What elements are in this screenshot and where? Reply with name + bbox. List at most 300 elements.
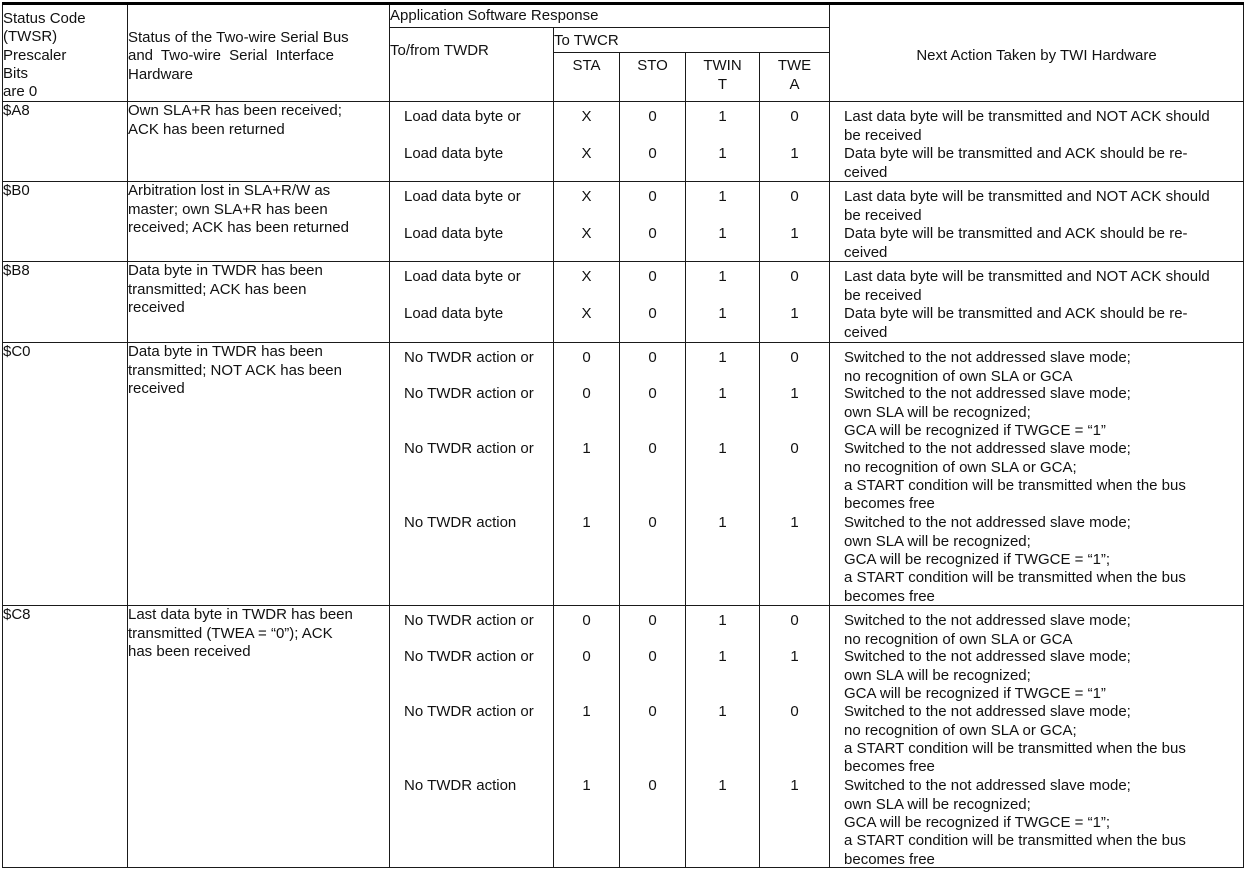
twdr-action-cell (390, 606, 554, 868)
sto-value-stack (620, 606, 685, 867)
next-action (830, 145, 1243, 182)
next-action-line: Last data byte will be transmitted and NOT ACK should (844, 188, 1210, 206)
twea-value-stack (760, 606, 829, 867)
sta-value-cell (554, 343, 620, 606)
twea-value-cell (760, 262, 830, 343)
sta-value-text: 0 (582, 349, 591, 367)
status-description-cell (128, 182, 390, 262)
twea-value-stack (760, 102, 829, 181)
twint-value (686, 514, 759, 532)
header-status-code: Status Code (TWSR) Prescaler Bits are 0 (3, 4, 128, 102)
next-action (830, 612, 1243, 649)
sta-value-cell (554, 606, 620, 868)
twdr-action (390, 703, 553, 721)
next-action-line: ceived (844, 323, 888, 341)
sta-value (554, 703, 619, 721)
twi-status-table (2, 2, 1244, 868)
twdr-action-cell (390, 343, 554, 606)
next-action-line: be received (844, 206, 922, 224)
sto-value-text: 0 (648, 648, 657, 666)
twdr-action (390, 514, 553, 532)
twdr-action (390, 305, 553, 323)
twint-value-stack (686, 182, 759, 261)
sta-value (554, 305, 619, 323)
sta-value (554, 612, 619, 630)
sto-value-text: 0 (648, 440, 657, 458)
sta-value-text: X (581, 145, 592, 163)
twdr-action (390, 225, 553, 243)
sta-value-cell (554, 262, 620, 343)
twdr-action-stack (390, 606, 553, 867)
sto-value-text: 0 (648, 703, 657, 721)
sto-value (620, 777, 685, 795)
sto-value-text: 0 (648, 777, 657, 795)
sta-value-text: X (581, 305, 592, 323)
header-twint: TWIN T (686, 53, 760, 102)
status-description-line: transmitted; NOT ACK has been (128, 361, 342, 379)
sta-value (554, 225, 619, 243)
twea-value (760, 703, 829, 721)
sto-value-cell (620, 606, 686, 868)
table-row (3, 102, 1244, 182)
sto-value (620, 188, 685, 206)
sto-value-text: 0 (648, 188, 657, 206)
twea-value-text: 0 (790, 612, 799, 630)
next-action-line: Switched to the not addressed slave mode; (844, 514, 1131, 532)
next-action-line: becomes free (844, 495, 935, 513)
twdr-action-text: No TWDR action or (404, 385, 534, 403)
status-description-line: transmitted; ACK has been (128, 280, 307, 298)
twint-value-stack (686, 102, 759, 181)
next-action-line: becomes free (844, 850, 935, 868)
next-action-line: no recognition of own SLA or GCA (844, 630, 1073, 648)
sta-value-stack (554, 182, 619, 261)
twint-value (686, 703, 759, 721)
twdr-action-text: No TWDR action or (404, 349, 534, 367)
next-action (830, 108, 1243, 145)
twea-value (760, 777, 829, 795)
twea-value-cell (760, 343, 830, 606)
twea-value-stack (760, 262, 829, 342)
sta-value-stack (554, 343, 619, 605)
twdr-action-text: Load data byte or (404, 268, 521, 286)
twint-value (686, 225, 759, 243)
header-to-from-twdr: To/from TWDR (390, 28, 554, 102)
next-action (830, 648, 1243, 703)
twint-value (686, 305, 759, 323)
twint-value-text: 1 (718, 305, 727, 323)
sto-value-cell (620, 343, 686, 606)
next-action-line: own SLA will be recognized; (844, 666, 1031, 684)
next-action (830, 349, 1243, 386)
twint-value-text: 1 (718, 612, 727, 630)
next-action (830, 703, 1243, 776)
twint-value-text: 1 (718, 777, 727, 795)
twea-value (760, 108, 829, 126)
next-action-cell (830, 343, 1244, 606)
twdr-action-cell (390, 182, 554, 262)
next-action-line: be received (844, 286, 922, 304)
next-action-line: ceived (844, 243, 888, 261)
twea-value-text: 1 (790, 514, 799, 532)
twea-value-stack (760, 182, 829, 261)
sta-value-text: 1 (582, 440, 591, 458)
twdr-action-text: No TWDR action or (404, 440, 534, 458)
next-action-cell (830, 182, 1244, 262)
next-action (830, 225, 1243, 262)
status-description-cell (128, 343, 390, 606)
twdr-action (390, 268, 553, 286)
twint-value (686, 648, 759, 666)
next-action-line: Switched to the not addressed slave mode; (844, 777, 1131, 795)
header-sta: STA (554, 53, 620, 102)
status-code-cell (3, 343, 128, 606)
status-code-cell (3, 102, 128, 182)
next-action (830, 268, 1243, 305)
twint-value-text: 1 (718, 703, 727, 721)
twdr-action-cell (390, 262, 554, 343)
twdr-action (390, 648, 553, 666)
next-action-line: a START condition will be transmitted when the bus (844, 740, 1186, 758)
twint-value-stack (686, 606, 759, 867)
twint-value-text: 1 (718, 440, 727, 458)
next-action (830, 385, 1243, 440)
twint-value-text: 1 (718, 188, 727, 206)
next-action-line: Switched to the not addressed slave mode; (844, 349, 1131, 367)
table-row (3, 262, 1244, 343)
sto-value-stack (620, 262, 685, 342)
sta-value (554, 268, 619, 286)
twint-value (686, 385, 759, 403)
status-description-line: received (128, 299, 185, 317)
twint-value (686, 777, 759, 795)
sta-value (554, 145, 619, 163)
twea-value-cell (760, 606, 830, 868)
twea-value (760, 440, 829, 458)
twdr-action-text: Load data byte (404, 305, 504, 323)
next-action-line: Switched to the not addressed slave mode; (844, 612, 1131, 630)
twea-value-text: 1 (790, 145, 799, 163)
sto-value-text: 0 (648, 349, 657, 367)
twint-value (686, 349, 759, 367)
twdr-action-stack (390, 343, 553, 605)
sta-value-stack (554, 262, 619, 342)
twdr-action-text: No TWDR action or (404, 648, 534, 666)
twea-value-stack (760, 343, 829, 605)
sto-value-text: 0 (648, 225, 657, 243)
twdr-action (390, 612, 553, 630)
next-action-line: GCA will be recognized if TWGCE = “1” (844, 685, 1106, 703)
sto-value (620, 268, 685, 286)
next-action-line: ceived (844, 163, 888, 181)
sto-value-text: 0 (648, 268, 657, 286)
twdr-action-stack (390, 182, 553, 261)
header-sto: STO (620, 53, 686, 102)
twea-value (760, 268, 829, 286)
twint-value-text: 1 (718, 145, 727, 163)
next-action-cell (830, 606, 1244, 868)
twea-value (760, 514, 829, 532)
status-description-cell (128, 262, 390, 343)
status-description-line: Last data byte in TWDR has been (128, 606, 353, 624)
table-body (3, 102, 1244, 868)
sto-value-text: 0 (648, 612, 657, 630)
next-action-line: a START condition will be transmitted when the bus (844, 569, 1186, 587)
sto-value (620, 145, 685, 163)
twea-value (760, 385, 829, 403)
status-description-line: Data byte in TWDR has been (128, 343, 323, 361)
twea-value-text: 1 (790, 777, 799, 795)
status-code: $C0 (3, 343, 31, 361)
twdr-action (390, 145, 553, 163)
sta-value-stack (554, 102, 619, 181)
status-code: $A8 (3, 102, 30, 120)
sto-value-stack (620, 343, 685, 605)
sto-value-stack (620, 182, 685, 261)
twea-value (760, 305, 829, 323)
sto-value (620, 703, 685, 721)
twea-value-cell (760, 102, 830, 182)
twdr-action (390, 777, 553, 795)
sto-value-cell (620, 182, 686, 262)
twint-value-cell (686, 102, 760, 182)
sta-value-text: 0 (582, 385, 591, 403)
status-description-line: received; ACK has been returned (128, 219, 349, 237)
next-action-line: Last data byte will be transmitted and NOT ACK should (844, 108, 1210, 126)
status-description-cell (128, 102, 390, 182)
next-action-line: Switched to the not addressed slave mode; (844, 385, 1131, 403)
sto-value-cell (620, 262, 686, 343)
twint-value-cell (686, 343, 760, 606)
sto-value (620, 349, 685, 367)
sto-value-text: 0 (648, 514, 657, 532)
sto-value (620, 225, 685, 243)
next-action-cell (830, 262, 1244, 343)
twint-value-cell (686, 606, 760, 868)
next-action (830, 305, 1243, 342)
sta-value (554, 777, 619, 795)
next-action-line: becomes free (844, 758, 935, 776)
header-to-twcr: To TWCR (554, 28, 830, 53)
sta-value (554, 385, 619, 403)
header-next-action: Next Action Taken by TWI Hardware (830, 4, 1244, 102)
twint-value-text: 1 (718, 648, 727, 666)
header-status-description: Status of the Two-wire Serial Bus and Two-wire Serial Interface Hardware (128, 4, 390, 102)
status-code-cell (3, 182, 128, 262)
twint-value-text: 1 (718, 349, 727, 367)
sto-value-stack (620, 102, 685, 181)
status-description-line: Data byte in TWDR has been (128, 262, 323, 280)
status-description-line: master; own SLA+R has been (128, 200, 328, 218)
twea-value (760, 145, 829, 163)
sta-value (554, 648, 619, 666)
next-action-line: no recognition of own SLA or GCA; (844, 458, 1077, 476)
next-action-stack (830, 102, 1243, 181)
sta-value (554, 349, 619, 367)
next-action-line: Switched to the not addressed slave mode; (844, 703, 1131, 721)
next-action-line: GCA will be recognized if TWGCE = “1” (844, 422, 1106, 440)
next-action-line: no recognition of own SLA or GCA (844, 367, 1073, 385)
sta-value-text: 1 (582, 777, 591, 795)
twint-value-text: 1 (718, 514, 727, 532)
sta-value-cell (554, 182, 620, 262)
twea-value-cell (760, 182, 830, 262)
sta-value-text: X (581, 225, 592, 243)
twdr-action (390, 440, 553, 458)
sta-value (554, 188, 619, 206)
twdr-action-text: No TWDR action (404, 777, 517, 795)
table-row (3, 606, 1244, 868)
twint-value-text: 1 (718, 385, 727, 403)
twint-value (686, 612, 759, 630)
next-action-line: Data byte will be transmitted and ACK should be re- (844, 305, 1188, 323)
sto-value (620, 648, 685, 666)
twint-value (686, 145, 759, 163)
next-action-line: no recognition of own SLA or GCA; (844, 721, 1077, 739)
sto-value (620, 305, 685, 323)
next-action-line: own SLA will be recognized; (844, 532, 1031, 550)
next-action-line: own SLA will be recognized; (844, 795, 1031, 813)
next-action (830, 188, 1243, 225)
next-action-stack (830, 343, 1243, 605)
twea-value (760, 648, 829, 666)
next-action (830, 514, 1243, 605)
next-action-line: Switched to the not addressed slave mode; (844, 648, 1131, 666)
twdr-action-text: Load data byte (404, 225, 504, 243)
header-application-response: Application Software Response (390, 4, 830, 28)
status-code: $B0 (3, 182, 30, 200)
twdr-action (390, 385, 553, 403)
twea-value-text: 0 (790, 268, 799, 286)
next-action-line: Switched to the not addressed slave mode; (844, 440, 1131, 458)
sto-value (620, 612, 685, 630)
sta-value (554, 514, 619, 532)
sta-value (554, 108, 619, 126)
twint-value-text: 1 (718, 108, 727, 126)
next-action-line: be received (844, 126, 922, 144)
next-action-line: Data byte will be transmitted and ACK should be re- (844, 225, 1188, 243)
next-action-cell (830, 102, 1244, 182)
status-code-cell (3, 262, 128, 343)
next-action-line: becomes free (844, 587, 935, 605)
next-action-stack (830, 606, 1243, 867)
twea-value (760, 612, 829, 630)
twea-value (760, 349, 829, 367)
twea-value-text: 0 (790, 108, 799, 126)
next-action-line: a START condition will be transmitted when the bus (844, 477, 1186, 495)
status-code: $C8 (3, 606, 31, 624)
twint-value-stack (686, 343, 759, 605)
twdr-action-text: Load data byte (404, 145, 504, 163)
status-description-line: has been received (128, 643, 251, 661)
sta-value-cell (554, 102, 620, 182)
twint-value (686, 108, 759, 126)
status-description-cell (128, 606, 390, 868)
twint-value (686, 440, 759, 458)
twea-value-text: 0 (790, 703, 799, 721)
twint-value (686, 268, 759, 286)
next-action-line: GCA will be recognized if TWGCE = “1”; (844, 551, 1111, 569)
sto-value-text: 0 (648, 305, 657, 323)
sto-value (620, 514, 685, 532)
sto-value-text: 0 (648, 145, 657, 163)
next-action-line: own SLA will be recognized; (844, 403, 1031, 421)
sto-value (620, 385, 685, 403)
next-action-line: a START condition will be transmitted when the bus (844, 832, 1186, 850)
sta-value-text: X (581, 108, 592, 126)
status-description-line: ACK has been returned (128, 120, 285, 138)
sto-value-text: 0 (648, 385, 657, 403)
sta-value-text: X (581, 268, 592, 286)
sta-value-stack (554, 606, 619, 867)
header-twea: TWE A (760, 53, 830, 102)
twea-value-text: 0 (790, 440, 799, 458)
sta-value (554, 440, 619, 458)
status-code-cell (3, 606, 128, 868)
twdr-action-text: No TWDR action or (404, 703, 534, 721)
twdr-action-stack (390, 102, 553, 181)
twdr-action-text: Load data byte or (404, 188, 521, 206)
sto-value (620, 108, 685, 126)
twea-value-text: 1 (790, 225, 799, 243)
sto-value-text: 0 (648, 108, 657, 126)
status-description-line: transmitted (TWEA = “0”); ACK (128, 624, 333, 642)
twdr-action-text: No TWDR action or (404, 612, 534, 630)
twea-value (760, 188, 829, 206)
sta-value-text: 1 (582, 703, 591, 721)
sto-value-cell (620, 102, 686, 182)
twea-value-text: 1 (790, 305, 799, 323)
twea-value-text: 1 (790, 385, 799, 403)
sta-value-text: 0 (582, 648, 591, 666)
table-row (3, 343, 1244, 606)
twint-value (686, 188, 759, 206)
next-action-stack (830, 182, 1243, 261)
twea-value (760, 225, 829, 243)
twea-value-text: 1 (790, 648, 799, 666)
table-row (3, 182, 1244, 262)
twint-value-cell (686, 262, 760, 343)
twint-value-cell (686, 182, 760, 262)
twint-value-text: 1 (718, 268, 727, 286)
twint-value-text: 1 (718, 225, 727, 243)
next-action (830, 440, 1243, 513)
status-code: $B8 (3, 262, 30, 280)
sto-value (620, 440, 685, 458)
sta-value-text: X (581, 188, 592, 206)
twdr-action (390, 349, 553, 367)
sta-value-text: 1 (582, 514, 591, 532)
status-description-line: Arbitration lost in SLA+R/W as (128, 182, 331, 200)
status-description-line: Own SLA+R has been received; (128, 102, 342, 120)
twdr-action (390, 188, 553, 206)
sta-value-text: 0 (582, 612, 591, 630)
next-action-line: GCA will be recognized if TWGCE = “1”; (844, 814, 1111, 832)
next-action-line: Data byte will be transmitted and ACK should be re- (844, 145, 1188, 163)
twdr-action-stack (390, 262, 553, 342)
next-action-stack (830, 262, 1243, 342)
twea-value-text: 0 (790, 349, 799, 367)
next-action-line: Last data byte will be transmitted and NOT ACK should (844, 268, 1210, 286)
twdr-action-cell (390, 102, 554, 182)
twdr-action-text: No TWDR action (404, 514, 517, 532)
twdr-action (390, 108, 553, 126)
twea-value-text: 0 (790, 188, 799, 206)
twdr-action-text: Load data byte or (404, 108, 521, 126)
twint-value-stack (686, 262, 759, 342)
next-action (830, 777, 1243, 868)
status-description-line: received (128, 380, 185, 398)
